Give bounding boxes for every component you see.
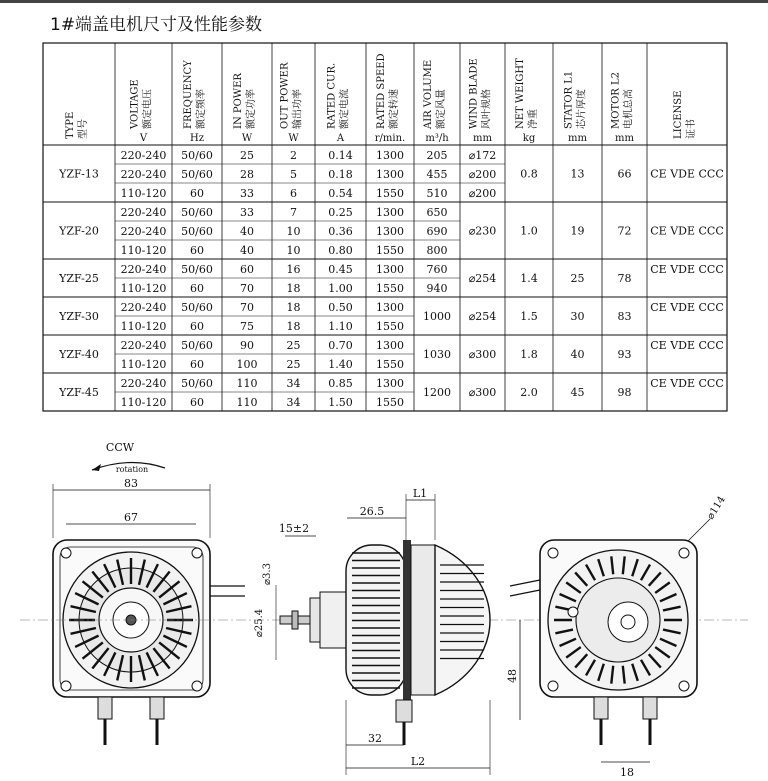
table-cell: 0.80 — [328, 244, 353, 257]
table-cell: 110-120 — [120, 282, 167, 295]
header-5-en: RATED CUR. — [326, 62, 338, 129]
table-cell: 110-120 — [120, 358, 167, 371]
table-cell: 34 — [286, 396, 301, 409]
table-cell: 220-240 — [120, 168, 167, 181]
table-cell: 1300 — [376, 377, 404, 390]
header-8-cn: 风叶规格 — [481, 89, 493, 129]
table-cell: 110-120 — [120, 244, 167, 257]
table-cell: 1300 — [376, 168, 404, 181]
license-cell: CE VDE CCC — [650, 263, 724, 276]
l2-label: L2 — [410, 755, 426, 768]
table-cell: 110-120 — [120, 320, 167, 333]
header-6-en: RATED SPEED — [376, 53, 387, 129]
table-cell: 690 — [426, 225, 448, 238]
table-cell: ⌀254 — [468, 272, 497, 285]
header-5-cn: 额定电流 — [339, 89, 351, 129]
table-cell: 60 — [190, 187, 204, 200]
table-cell: ⌀254 — [468, 310, 497, 323]
table-cell: 100 — [236, 358, 258, 371]
header-11-cn: 电机总高 — [623, 89, 635, 129]
header-3-unit: W — [241, 133, 253, 144]
table-cell: 110-120 — [120, 187, 167, 200]
table-cell: 50/60 — [181, 377, 213, 390]
table-cell: 0.85 — [328, 377, 353, 390]
table-cell: 110 — [236, 396, 258, 409]
l1-label: L1 — [412, 487, 428, 500]
table-cell: 1.0 — [520, 224, 538, 238]
table-cell: 40 — [240, 225, 254, 238]
table-cell: 220-240 — [120, 263, 167, 276]
table-cell: ⌀300 — [468, 348, 497, 361]
license-cell: CE VDE CCC — [650, 224, 724, 238]
header-11-unit: mm — [615, 133, 634, 144]
type-cell: YZF-45 — [59, 386, 99, 399]
table-cell: 220-240 — [120, 301, 167, 314]
header-0-cn: 型号 — [78, 119, 89, 139]
table-cell: 800 — [426, 244, 448, 257]
table-cell: 0.25 — [328, 206, 353, 219]
table-cell: 25 — [570, 272, 585, 285]
table-cell: 0.70 — [328, 339, 353, 352]
table-cell: 18 — [286, 301, 301, 314]
table-cell: 1550 — [376, 358, 404, 371]
type-cell: YZF-20 — [59, 224, 99, 238]
table-cell: ⌀230 — [468, 224, 497, 238]
table-cell: 40 — [570, 348, 585, 361]
header-3-cn: 额定功率 — [246, 89, 257, 129]
table-cell: 30 — [570, 310, 585, 323]
type-cell: YZF-40 — [59, 348, 99, 361]
table-cell: 10 — [286, 244, 301, 257]
table-cell: ⌀300 — [468, 386, 497, 399]
table-cell: 1550 — [376, 187, 404, 200]
table-cell: 940 — [426, 282, 448, 295]
header-12-en: LICENSE — [673, 90, 684, 139]
table-cell: 5 — [290, 168, 297, 181]
table-cell: 1.4 — [520, 272, 538, 285]
license-cell: CE VDE CCC — [650, 301, 724, 314]
table-cell: 60 — [240, 263, 254, 276]
header-3-en: IN POWER — [233, 73, 244, 129]
header-8-en: WIND BLADE — [468, 58, 480, 129]
header-10-en: STATOR L1 — [563, 70, 575, 129]
table-cell: 1.00 — [328, 282, 353, 295]
table-cell: 34 — [286, 377, 301, 390]
table-cell: 0.8 — [520, 167, 538, 181]
table-cell: 83 — [617, 310, 632, 323]
header-6-unit: r/min. — [374, 133, 406, 144]
table-cell: 78 — [617, 272, 632, 285]
dim-83-label: 83 — [124, 477, 138, 490]
header-9-unit: kg — [522, 133, 536, 144]
header-1-cn: 额定电压 — [142, 89, 154, 129]
table-cell: 70 — [240, 301, 254, 314]
header-9-en: NET WEIGHT — [515, 58, 526, 129]
dim-26-5-label: 26.5 — [359, 505, 385, 518]
table-cell: 25 — [286, 358, 301, 371]
table-cell: 70 — [240, 282, 254, 295]
table-cell: 6 — [290, 187, 297, 200]
table-cell: 510 — [426, 187, 448, 200]
table-cell: 18 — [286, 320, 301, 333]
table-cell: 760 — [426, 263, 448, 276]
table-cell: 33 — [240, 206, 254, 219]
table-cell: 98 — [617, 386, 632, 399]
front-view-drawing — [53, 441, 245, 745]
table-cell: 220-240 — [120, 149, 167, 162]
dia-3-3-label: ⌀3.3 — [262, 563, 273, 585]
dia-25-4-label: ⌀25.4 — [254, 608, 265, 638]
type-cell: YZF-25 — [59, 272, 99, 285]
technical-drawings — [0, 430, 768, 781]
table-cell: 1300 — [376, 206, 404, 219]
table-cell: 60 — [190, 396, 204, 409]
table-cell: 0.18 — [328, 168, 353, 181]
table-cell: 0.45 — [328, 263, 353, 276]
table-cell: 50/60 — [181, 263, 213, 276]
table-cell: 1.5 — [520, 310, 538, 323]
table-cell: 220-240 — [120, 225, 167, 238]
header-10-cn: 芯片厚度 — [576, 89, 588, 129]
header-4-cn: 输出功率 — [292, 89, 304, 129]
license-cell: CE VDE CCC — [650, 339, 724, 352]
header-12-cn: 证书 — [686, 119, 697, 139]
table-cell: 220-240 — [120, 206, 167, 219]
table-cell: 50/60 — [181, 339, 213, 352]
table-cell: 19 — [570, 224, 585, 238]
table-cell: 50/60 — [181, 225, 213, 238]
table-cell: 25 — [286, 339, 301, 352]
table-cell: 50/60 — [181, 301, 213, 314]
header-2-en: FREQUENCY — [183, 60, 194, 129]
table-cell: 650 — [426, 206, 448, 219]
table-cell: 1300 — [376, 301, 404, 314]
table-cell: 72 — [617, 224, 632, 238]
type-cell: YZF-30 — [59, 310, 99, 323]
dim-15-label: 15±2 — [278, 522, 310, 535]
header-5-unit: A — [336, 133, 345, 144]
table-cell: 10 — [286, 225, 301, 238]
ccw-label: CCW — [105, 441, 135, 454]
header-8-unit: mm — [473, 133, 492, 144]
header-7-unit: m³/h — [425, 133, 449, 144]
dim-67-label: 67 — [124, 511, 138, 524]
table-cell: ⌀200 — [468, 187, 497, 200]
side-view-drawing — [254, 487, 490, 775]
table-cell: 60 — [190, 358, 204, 371]
header-11-en: MOTOR L2 — [610, 71, 622, 129]
table-cell: 66 — [617, 167, 632, 181]
type-cell: YZF-13 — [59, 167, 99, 181]
table-cell: 1.10 — [328, 320, 353, 333]
table-cell: 1000 — [423, 310, 451, 323]
table-cell: 33 — [240, 187, 254, 200]
table-cell: 50/60 — [181, 149, 213, 162]
table-cell: 1030 — [423, 348, 451, 361]
table-cell: 0.14 — [328, 149, 353, 162]
table-cell: 1550 — [376, 282, 404, 295]
table-cell: 1300 — [376, 263, 404, 276]
table-cell: 60 — [190, 244, 204, 257]
table-cell: 1.8 — [520, 348, 538, 361]
table-cell: 90 — [240, 339, 254, 352]
table-cell: 60 — [190, 320, 204, 333]
table-cell: 220-240 — [120, 377, 167, 390]
dim-32-label: 32 — [368, 732, 382, 745]
table-cell: 110-120 — [120, 396, 167, 409]
table-cell: 2 — [290, 149, 297, 162]
table-cell: 25 — [240, 149, 254, 162]
header-4-en: OUT POWER — [279, 62, 291, 129]
dia-114-label: ⌀114 — [705, 494, 728, 522]
header-7-en: AIR VOLUME — [423, 59, 434, 129]
table-cell: 220-240 — [120, 339, 167, 352]
header-2-cn: 额定频率 — [196, 89, 207, 129]
table-cell: 1300 — [376, 225, 404, 238]
table-cell: 1550 — [376, 396, 404, 409]
header-10-unit: mm — [568, 133, 587, 144]
table-cell: ⌀200 — [468, 168, 497, 181]
table-cell: 40 — [240, 244, 254, 257]
table-cell: 1550 — [376, 244, 404, 257]
table-cell: 0.54 — [328, 187, 353, 200]
table-cell: 1300 — [376, 339, 404, 352]
rear-view-drawing — [506, 494, 728, 779]
table-cell: ⌀172 — [468, 149, 497, 162]
table-cell: 50/60 — [181, 206, 213, 219]
table-cell: 0.36 — [328, 225, 353, 238]
table-cell: 50/60 — [181, 168, 213, 181]
table-cell: 28 — [240, 168, 254, 181]
rotation-label: rotation — [115, 465, 149, 474]
table-cell: 2.0 — [520, 386, 538, 399]
table-cell: 13 — [570, 167, 585, 181]
table-cell: 205 — [426, 149, 448, 162]
header-1-en: VOLTAGE — [129, 79, 141, 129]
license-cell: CE VDE CCC — [650, 167, 724, 181]
dim-48-label: 48 — [506, 669, 519, 683]
license-cell: CE VDE CCC — [650, 377, 724, 390]
table-cell: 18 — [286, 282, 301, 295]
table-cell: 75 — [240, 320, 254, 333]
header-2-unit: Hz — [190, 133, 204, 144]
header-0-en: TYPE — [65, 111, 76, 139]
table-cell: 45 — [570, 386, 585, 399]
dim-18-label: 18 — [620, 766, 634, 779]
table-cell: 93 — [617, 348, 632, 361]
header-7-cn: 额定风量 — [436, 89, 447, 129]
table-cell: 7 — [290, 206, 297, 219]
table-cell: 1.40 — [328, 358, 353, 371]
table-cell: 60 — [190, 282, 204, 295]
table-cell: 1550 — [376, 320, 404, 333]
table-cell: 455 — [426, 168, 448, 181]
header-4-unit: W — [288, 133, 299, 144]
table-cell: 1.50 — [328, 396, 353, 409]
table-cell: 1300 — [376, 149, 404, 162]
page-title: 1#端盖电机尺寸及性能参数 — [50, 15, 263, 35]
table-cell: 1200 — [423, 386, 451, 399]
header-1-unit: V — [139, 133, 148, 144]
header-6-cn: 额定转速 — [389, 89, 400, 129]
table-cell: 0.50 — [328, 301, 353, 314]
header-9-cn: 净重 — [528, 109, 539, 129]
table-cell: 16 — [286, 263, 301, 276]
table-cell: 110 — [236, 377, 258, 390]
